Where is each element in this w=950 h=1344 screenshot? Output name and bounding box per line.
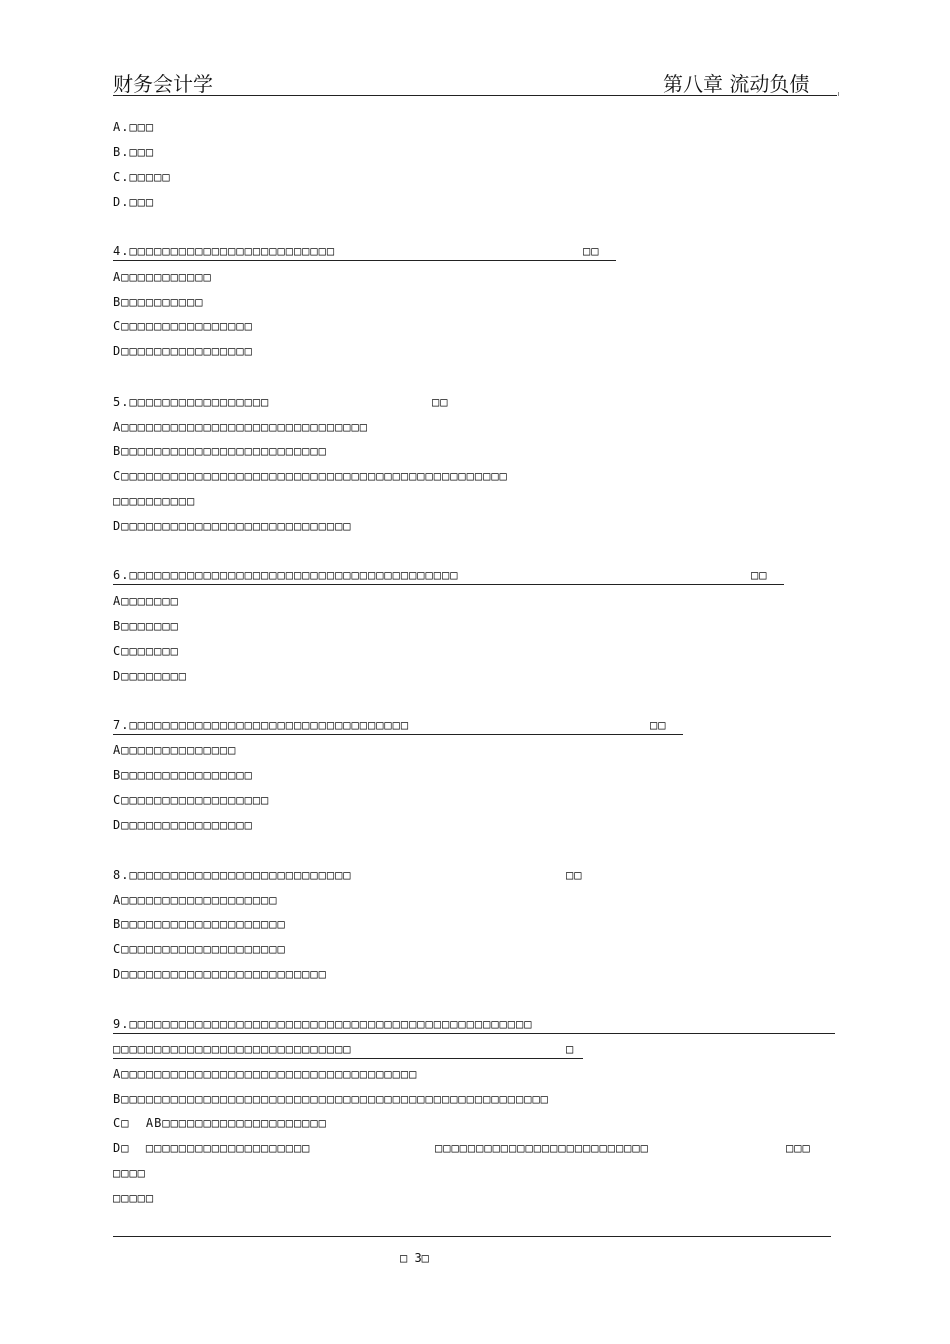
q6-option-c: C□□□□□□□	[113, 644, 179, 658]
q6-option-a: A□□□□□□□	[113, 594, 179, 608]
q5-option-d: D□□□□□□□□□□□□□□□□□□□□□□□□□□□□	[113, 519, 352, 533]
q5-option-c: C□□□□□□□□□□□□□□□□□□□□□□□□□□□□□□□□□□□□□□□□□□□□□□□	[113, 469, 508, 483]
q9-underline-2	[113, 1058, 583, 1059]
q8-option-a: A□□□□□□□□□□□□□□□□□□□	[113, 893, 278, 907]
q7-option-c: C□□□□□□□□□□□□□□□□□□	[113, 793, 270, 807]
q6-option-d: D□□□□□□□□	[113, 669, 188, 683]
q4-option-d: D□□□□□□□□□□□□□□□□	[113, 344, 253, 358]
q9-option-a: A□□□□□□□□□□□□□□□□□□□□□□□□□□□□□□□□□□□□	[113, 1067, 418, 1081]
q9-option-d-cont-1: □□□□	[113, 1166, 146, 1180]
q5-option-a: A□□□□□□□□□□□□□□□□□□□□□□□□□□□□□□	[113, 420, 368, 434]
q4-option-a: A□□□□□□□□□□□	[113, 270, 212, 284]
q7-stem: 7.□□□□□□□□□□□□□□□□□□□□□□□□□□□□□□□□□□	[113, 718, 410, 732]
q4-option-b: B□□□□□□□□□□	[113, 295, 204, 309]
q3-option-b: B.□□□	[113, 145, 155, 159]
q8-option-b: B□□□□□□□□□□□□□□□□□□□□	[113, 917, 286, 931]
q6-answer-paren: □□	[751, 568, 768, 582]
q3-option-c: C.□□□□□	[113, 170, 171, 184]
header-rule-tick	[838, 92, 839, 96]
q8-answer-paren: □□	[566, 868, 583, 882]
q4-option-c: C□□□□□□□□□□□□□□□□	[113, 319, 253, 333]
q3-option-d: D.□□□	[113, 195, 155, 209]
footer-rule	[113, 1236, 831, 1237]
header-chapter-title: 第八章 流动负债	[663, 72, 810, 96]
q7-option-b: B□□□□□□□□□□□□□□□□	[113, 768, 253, 782]
q5-option-c-cont: □□□□□□□□□□	[113, 494, 196, 508]
q6-stem: 6.□□□□□□□□□□□□□□□□□□□□□□□□□□□□□□□□□□□□□□□□	[113, 568, 459, 582]
q7-answer-paren: □□	[650, 718, 667, 732]
q9-option-c: C□ AB□□□□□□□□□□□□□□□□□□□□	[113, 1116, 327, 1130]
q9-answer-paren: □	[566, 1042, 575, 1056]
q4-underline	[113, 260, 616, 261]
q6-underline	[113, 584, 784, 585]
q9-stem-line1: 9.□□□□□□□□□□□□□□□□□□□□□□□□□□□□□□□□□□□□□□□□□□□□□□□□□	[113, 1017, 533, 1031]
q3-option-a: A.□□□	[113, 120, 155, 134]
q4-answer-paren: □□	[583, 244, 600, 258]
q5-option-b: B□□□□□□□□□□□□□□□□□□□□□□□□□	[113, 444, 327, 458]
q8-option-c: C□□□□□□□□□□□□□□□□□□□□	[113, 942, 286, 956]
q9-option-d-cont-2: □□□□□	[113, 1191, 155, 1205]
q6-option-b: B□□□□□□□	[113, 619, 179, 633]
q9-option-d: D□ □□□□□□□□□□□□□□□□□□□□	[113, 1141, 311, 1155]
q7-option-a: A□□□□□□□□□□□□□□	[113, 743, 237, 757]
q5-stem: 5.□□□□□□□□□□□□□□□□□	[113, 395, 270, 409]
q5-answer-paren: □□	[432, 395, 449, 409]
q9-stem-line2: □□□□□□□□□□□□□□□□□□□□□□□□□□□□□	[113, 1042, 352, 1056]
q8-stem: 8.□□□□□□□□□□□□□□□□□□□□□□□□□□□	[113, 868, 352, 882]
q9-underline-1	[113, 1033, 835, 1034]
q7-underline	[113, 734, 683, 735]
header-book-title: 财务会计学	[113, 72, 213, 96]
q9-option-b: B□□□□□□□□□□□□□□□□□□□□□□□□□□□□□□□□□□□□□□□□□□□□□□□□□□□□	[113, 1092, 549, 1106]
q7-option-d: D□□□□□□□□□□□□□□□□	[113, 818, 253, 832]
q9-option-d-middle: □□□□□□□□□□□□□□□□□□□□□□□□□□	[435, 1141, 649, 1155]
q4-stem: 4.□□□□□□□□□□□□□□□□□□□□□□□□□	[113, 244, 336, 258]
header-rule	[113, 95, 837, 96]
q8-option-d: D□□□□□□□□□□□□□□□□□□□□□□□□□	[113, 967, 327, 981]
q9-option-d-end: □□□	[786, 1141, 811, 1155]
page-number: □ 3□	[400, 1251, 429, 1265]
